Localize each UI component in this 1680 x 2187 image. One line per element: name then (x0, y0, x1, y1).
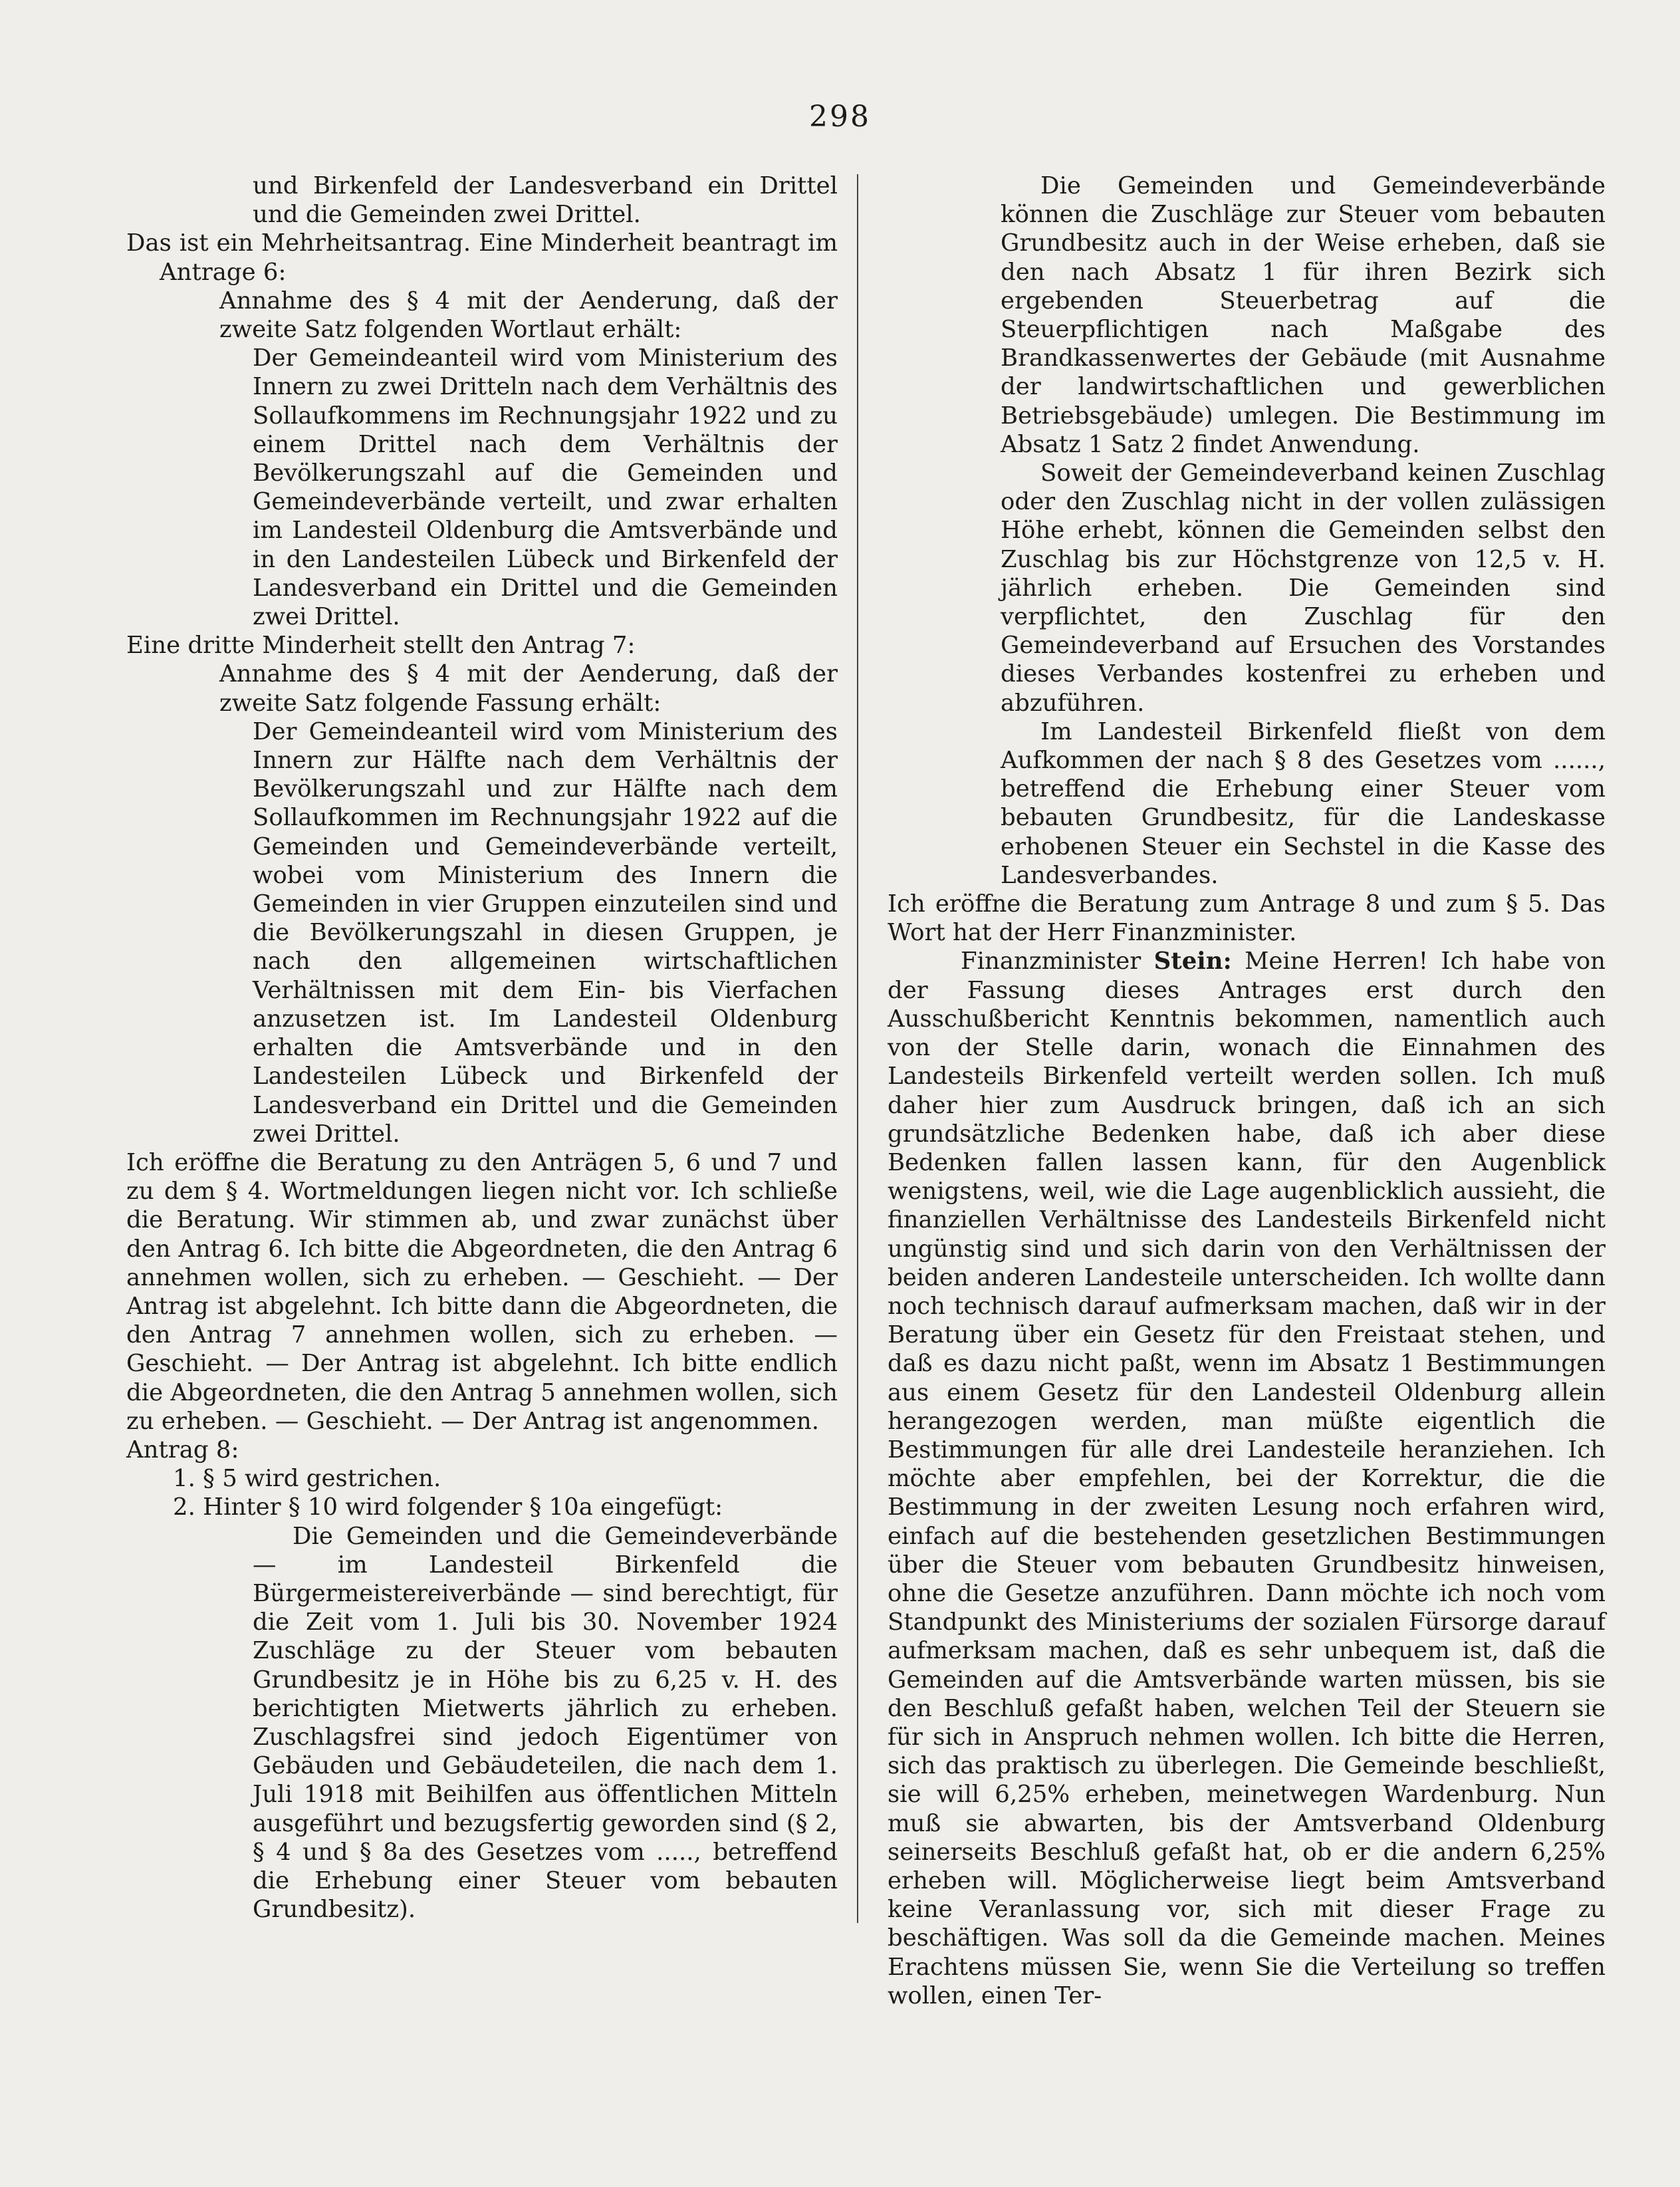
quoted-paragraph: Der Gemeindeanteil wird vom Ministerium des Innern zur Hälfte nach dem Verhältnis der Bevölkerungszahl und zur Hälfte nach dem Sollaufkommen im Rechnungsjahr 1922 auf die Gemeinden und Gemeindeverbände verteilt, wobei vom Ministerium des Innern die Gemeinden in vier Gruppen einzuteilen sind und die Bevölkerungszahl in diesen Gruppen, je nach den allgemeinen wirtschaftlichen Verhältnissen mit dem Ein- bis Vierfachen anzusetzen ist. Im Landesteil Oldenburg erhalten die Amtsverbände und in den Landesteilen Lübeck und Birkenfeld der Landesverband ein Drittel und die Gemeinden zwei Drittel. (253, 717, 838, 1148)
speaker-name: Stein: (1153, 948, 1232, 975)
paragraph: Ich eröffne die Beratung zu den Anträgen 5, 6 und 7 und zu dem § 4. Wortmeldungen liegen nicht vor. Ich schließe die Beratung. Wir stimmen ab, und zwar zunächst über den Antrag 6. Ich bitte die Abgeordneten, die den Antrag 6 annehmen wollen, sich zu erheben. — Geschieht. — Der Antrag ist abgelehnt. Ich bitte dann die Abgeordneten, die den Antrag 7 annehmen wollen, sich zu erheben. — Geschieht. — Der Antrag ist abgelehnt. Ich bitte endlich die Abgeordneten, die den Antrag 5 annehmen wollen, sich zu erheben. — Geschieht. — Der Antrag ist angenommen. (126, 1148, 838, 1435)
speech-paragraph (888, 947, 1606, 2010)
paragraph: Eine dritte Minderheit stellt den Antrag 7: (126, 632, 636, 660)
quoted-paragraph: Soweit der Gemeindeverband keinen Zuschlag oder den Zuschlag nicht in der vollen zulässigen Höhe erhebt, können die Gemeinden selbst den Zuschlag bis zur Höchstgrenze von 12,5 v. H. jährlich erheben. Die Gemeinden sind verpflichtet, den Zuschlag für den Gemeindeverband auf Ersuchen des Vorstandes dieses Verbandes kostenfrei zu erheben und abzuführen. (1001, 459, 1606, 717)
column-divider (857, 174, 858, 1923)
quoted-paragraph: Der Gemeindeanteil wird vom Ministerium des Innern zu zwei Dritteln nach dem Verhältnis des Sollaufkommens im Rechnungsjahr 1922 und zu einem Drittel nach dem Verhältnis der Bevölkerungszahl auf die Gemeinden und Gemeindeverbände verteilt, und zwar erhalten im Landesteil Oldenburg die Amtsverbände und in den Landesteilen Lübeck und Birkenfeld der Landesverband ein Drittel und die Gemeinden zwei Drittel. (253, 344, 838, 631)
paragraph: Annahme des § 4 mit der Aenderung, daß der zweite Satz folgende Fassung erhält: (219, 660, 838, 717)
paragraph: Das ist ein Mehrheitsantrag. Eine Minderheit beantragt im Antrage 6: (126, 229, 838, 286)
right-column (888, 172, 1606, 2010)
paragraph: Ich eröffne die Beratung zum Antrage 8 und zum § 5. Das Wort hat der Herr Finanzminister. (888, 890, 1606, 947)
speaker-role: Finanzminister (961, 948, 1141, 975)
paragraph: Antrag 8: (126, 1436, 239, 1464)
speech-text: Meine Herren! Ich habe von der Fassung dieses Antrages erst durch den Ausschußbericht Kenntnis bekommen, namentlich auch von der Stelle darin, wonach die Einnahmen des Landesteils Birkenfeld verteilt werden sollen. Ich muß daher hier zum Ausdruck bringen, daß ich an sich grundsätzliche Bedenken habe, daß ich aber diese Bedenken fallen lassen kann, für den Augenblick wenigstens, weil, wie die Lage augenblicklich aussieht, die finanziellen Verhältnisse des Landesteils Birkenfeld nicht ungünstig sind und sich darin von den Verhältnissen der beiden anderen Landesteile unterscheiden. Ich wollte dann noch technisch darauf aufmerksam machen, daß wir in der Beratung über ein Gesetz für den Freistaat stehen, und daß es dazu nicht paßt, wenn im Absatz 1 Bestimmungen aus einem Gesetz für den Landesteil Oldenburg allein herangezogen werden, man müßte eigentlich die Bestimmungen für alle drei Landesteile heranziehen. Ich möchte aber empfehlen, bei der Korrektur, die die Bestimmung in der zweiten Lesung noch erfahren wird, einfach auf die bestehenden gesetzlichen Bestimmungen über die Steuer vom bebauten Grundbesitz hinweisen, ohne die Gesetze anzuführen. Dann möchte ich noch vom Standpunkt des Ministeriums der sozialen Fürsorge darauf aufmerksam machen, daß es sehr unbequem ist, daß die Gemeinden auf die Amtsverbände warten müssen, bis sie den Beschluß gefaßt haben, welchen Teil der Steuern sie für sich in Anspruch nehmen wollen. Ich bitte die Herren, sich das praktisch zu überlegen. Die Gemeinde beschließt, sie will 6,25% erheben, meinetwegen Wardenburg. Nun muß sie abwarten, bis der Amtsverband Oldenburg seinerseits Beschluß gefaßt hat, ob er die andern 6,25% erheben will. Möglicherweise liegt beim Amtsverband keine Veranlassung vor, sich mit dieser Frage zu beschäftigen. Was soll da die Gemeinde machen. Meines Erachtens müssen Sie, wenn Sie die Verteilung so treffen wollen, einen Ter- (888, 948, 1606, 2009)
list-item: 2. Hinter § 10 wird folgender § 10a eingefügt: (173, 1493, 723, 1521)
left-column (126, 172, 838, 1924)
paragraph: und Birkenfeld der Landesverband ein Drittel und die Gemeinden zwei Drittel. (253, 172, 838, 229)
quoted-paragraph: Die Gemeinden und die Gemeindeverbände — im Landesteil Birkenfeld die Bürgermeistereiverbände — sind berechtigt, für die Zeit vom 1. Juli bis 30. November 1924 Zuschläge zu der Steuer vom bebauten Grundbesitz je in Höhe bis zu 6,25 v. H. des berichtigten Mietwerts jährlich zu erheben. Zuschlagsfrei sind jedoch Eigentümer von Gebäuden und Gebäudeteilen, die nach dem 1. Juli 1918 mit Beihilfen aus öffentlichen Mitteln ausgeführt und bezugsfertig geworden sind (§ 2, § 4 und § 8a des Gesetzes vom ....., betreffend die Erhebung einer Steuer vom bebauten Grundbesitz). (253, 1522, 838, 1924)
quoted-paragraph: Die Gemeinden und Gemeindeverbände können die Zuschläge zur Steuer vom bebauten Grundbesitz auch in der Weise erheben, daß sie den nach Absatz 1 für ihren Bezirk sich ergebenden Steuerbetrag auf die Steuerpflichtigen nach Maßgabe des Brandkassenwertes der Gebäude (mit Ausnahme der landwirtschaftlichen und gewerblichen Betriebsgebäude) umlegen. Die Bestimmung im Absatz 1 Satz 2 findet Anwendung. (1001, 172, 1606, 458)
page-number: 298 (809, 100, 871, 134)
list-item: 1. § 5 wird gestrichen. (173, 1465, 441, 1493)
paragraph: Annahme des § 4 mit der Aenderung, daß der zweite Satz folgenden Wortlaut erhält: (219, 287, 838, 344)
quoted-paragraph: Im Landesteil Birkenfeld fließt von dem Aufkommen der nach § 8 des Gesetzes vom ......, betreffend die Erhebung einer Steuer vom bebauten Grundbesitz, für die Landeskasse erhobenen Steuer ein Sechstel in die Kasse des Landesverbandes. (1001, 717, 1606, 889)
